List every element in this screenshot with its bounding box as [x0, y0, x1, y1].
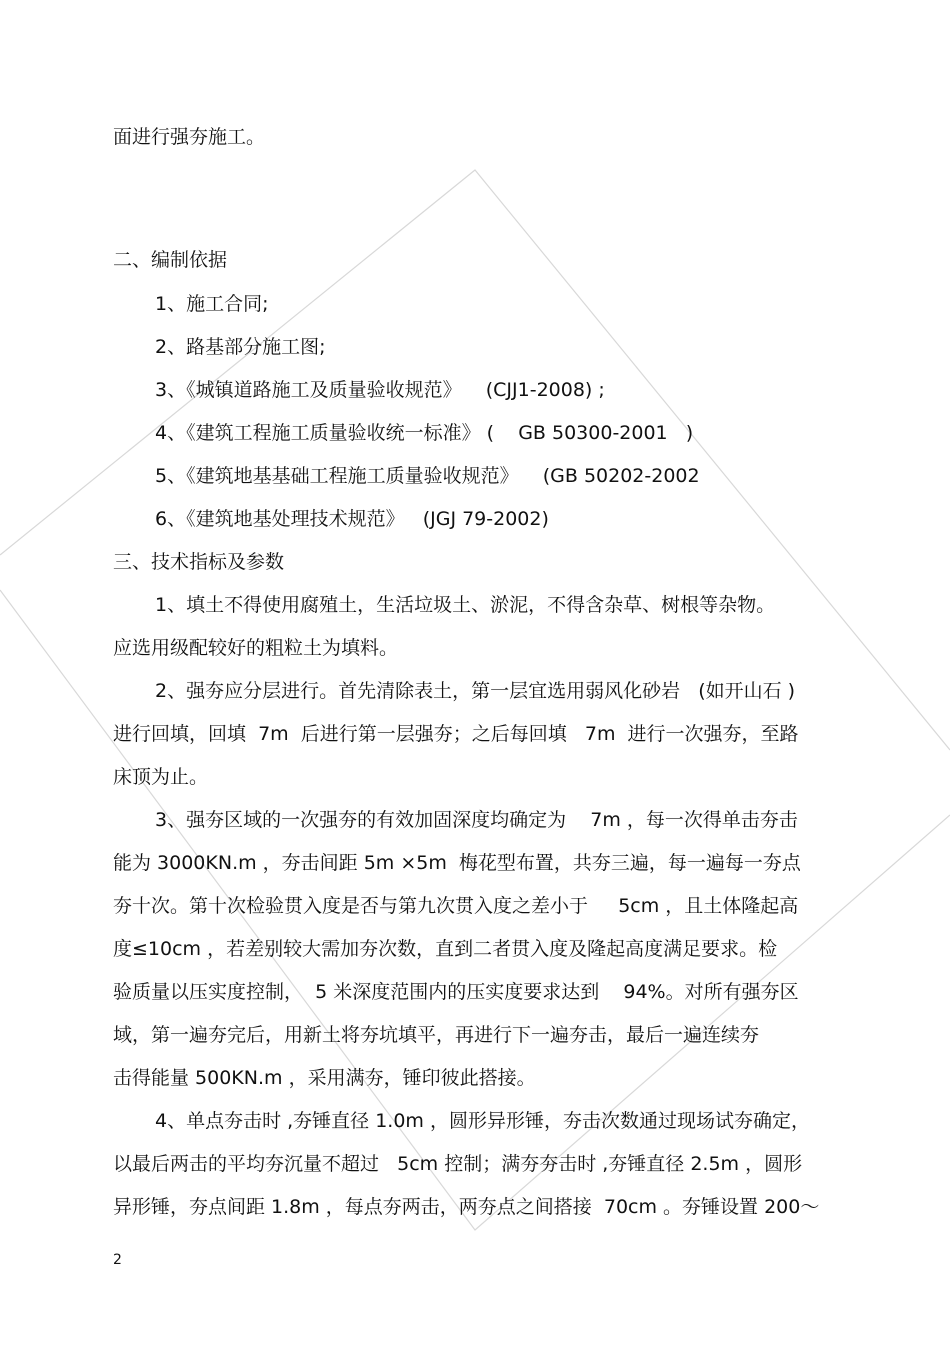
paragraph-line: 1、施工合同;: [155, 293, 269, 315]
paragraph-line: 夯十次。第十次检验贯入度是否与第九次贯入度之差小于 5cm ，且土体隆起高: [113, 895, 799, 917]
paragraph-line: 以最后两击的平均夯沉量不超过 5cm 控制；满夯夯击时 ,夯锤直径 2.5m ，圆形: [113, 1153, 803, 1175]
paragraph-line: 能为 3000KN.m ，夯击间距 5m ×5m 梅花型布置，共夯三遍，每一遍每一夯点: [113, 852, 801, 874]
paragraph-line: 3、《城镇道路施工及质量验收规范》 (CJJ1-2008) ;: [155, 379, 605, 401]
paragraph-line: 5、《建筑地基基础工程施工质量验收规范》 (GB 50202-2002: [155, 465, 700, 487]
paragraph-line: 三、技术指标及参数: [113, 551, 285, 573]
paragraph-line: 2、强夯应分层进行。首先清除表土，第一层宜选用弱风化砂岩 (如开山石 ): [155, 680, 796, 702]
paragraph-line: 击得能量 500KN.m ，采用满夯，锤印彼此搭接。: [113, 1067, 536, 1089]
paragraph-line: 6、《建筑地基处理技术规范》 (JGJ 79-2002): [155, 508, 549, 530]
page-number: 2: [113, 1252, 122, 1268]
paragraph-line: 床顶为止。: [113, 766, 209, 788]
paragraph-line: 2、路基部分施工图;: [155, 336, 326, 358]
paragraph-line: 验质量以压实度控制， 5 米深度范围内的压实度要求达到 94%。对所有强夯区: [113, 981, 799, 1003]
paragraph-line: 4、单点夯击时 ,夯锤直径 1.0m ，圆形异形锤，夯击次数通过现场试夯确定，: [155, 1110, 810, 1132]
paragraph-line: 进行回填，回填 7m 后进行第一层强夯；之后每回填 7m 进行一次强夯，至路: [113, 723, 799, 745]
paragraph-line: 应选用级配较好的粗粒土为填料。: [113, 637, 399, 659]
paragraph-line: 4、《建筑工程施工质量验收统一标准》 ( GB 50300-2001 ): [155, 422, 694, 444]
paragraph-line: 异形锤，夯点间距 1.8m ，每点夯两击，两夯点之间搭接 70cm 。夯锤设置 200～: [113, 1196, 820, 1218]
paragraph-line: 3、强夯区域的一次强夯的有效加固深度均确定为 7m ，每一次得单击夯击: [155, 809, 798, 831]
paragraph-line: 二、编制依据: [113, 249, 228, 271]
paragraph-line: 域，第一遍夯完后，用新土将夯坑填平，再进行下一遍夯击，最后一遍连续夯: [113, 1024, 760, 1046]
paragraph-line: 度≤10cm ，若差别较大需加夯次数，直到二者贯入度及隆起高度满足要求。检: [113, 938, 778, 960]
paragraph-line: 1、填土不得使用腐殖土，生活垃圾土、淤泥，不得含杂草、树根等杂物。: [155, 594, 776, 616]
paragraph-line: 面进行强夯施工。: [113, 126, 266, 148]
